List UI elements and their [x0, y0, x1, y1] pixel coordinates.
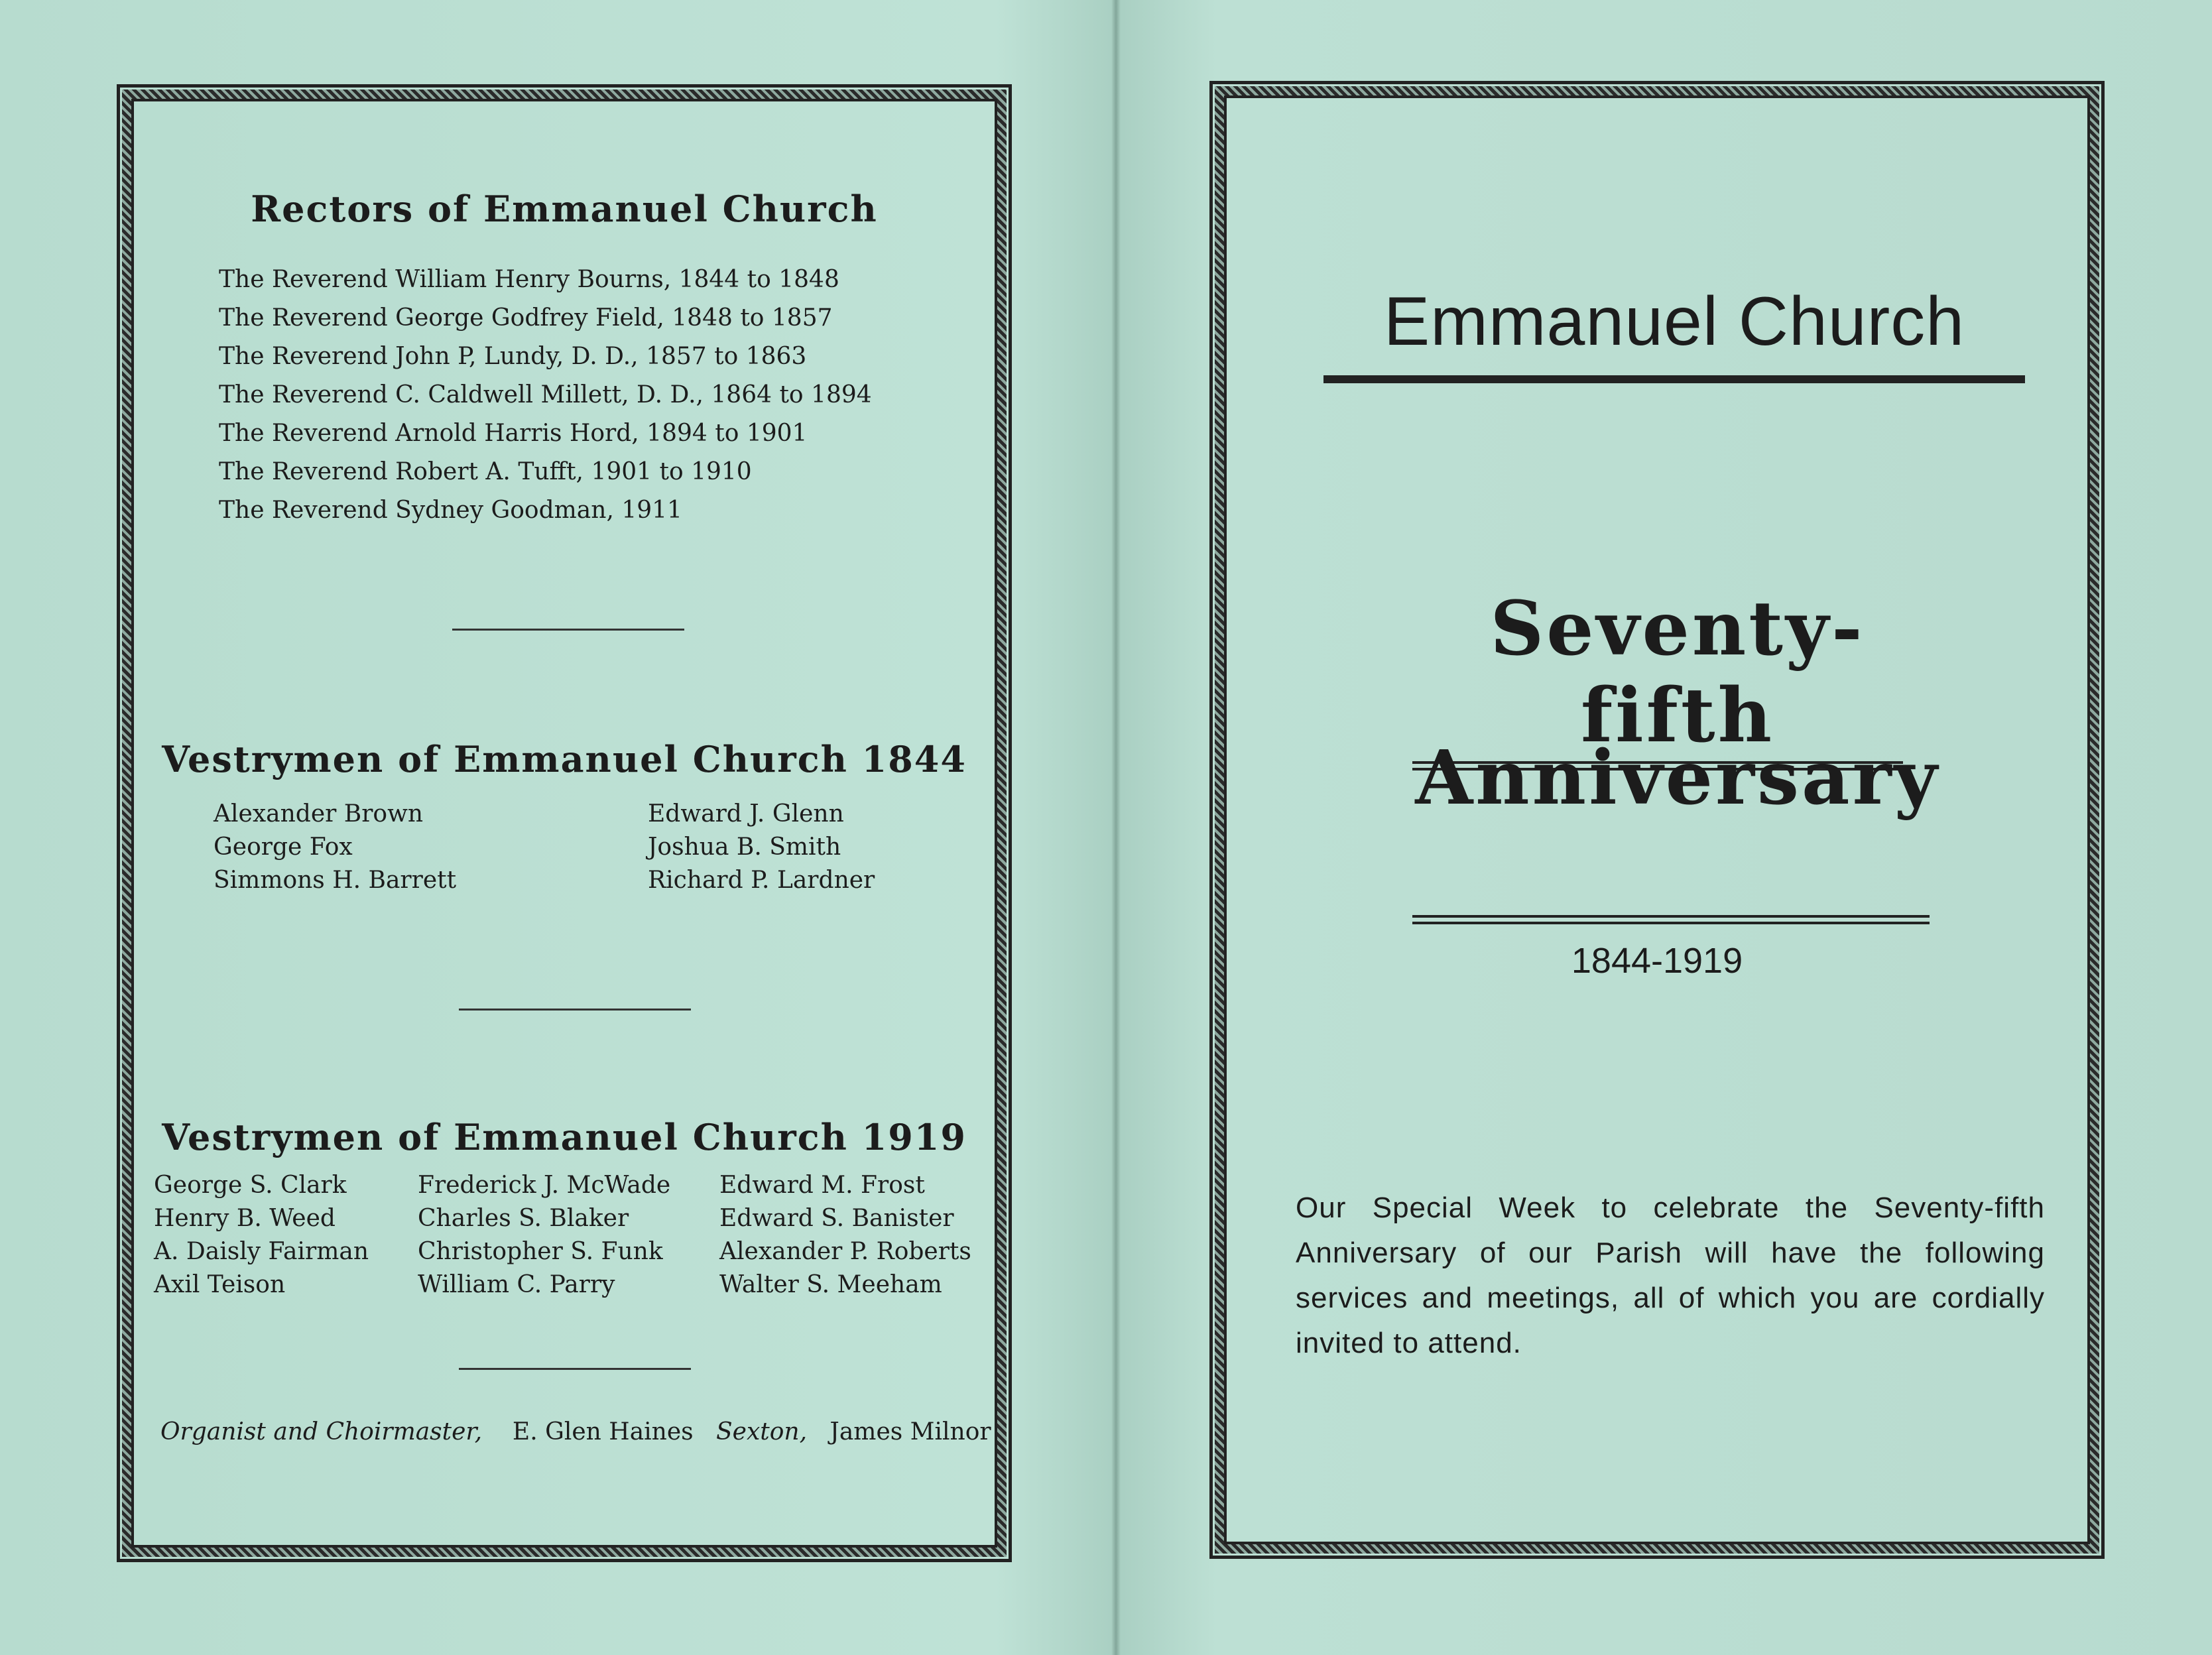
vestryman-name: Axil Teison	[154, 1271, 286, 1298]
anniversary-years: 1844-1919	[1571, 941, 1743, 981]
rectors-heading: Rectors of Emmanuel Church	[251, 188, 878, 230]
sexton-title: Sexton,	[716, 1418, 808, 1445]
title-underline	[1323, 375, 2025, 383]
church-title: Emmanuel Church	[1383, 283, 1965, 360]
organist-name: E. Glen Haines	[512, 1418, 694, 1445]
rectors-list	[219, 261, 872, 530]
vestryman-name: Henry B. Weed	[154, 1205, 336, 1232]
section-divider	[452, 629, 684, 631]
staff-line	[160, 1418, 991, 1445]
anniversary-line-1: Seventy-fifth	[1490, 585, 1865, 759]
double-rule	[1412, 915, 1930, 924]
vestryman-name: A. Daisly Fairman	[154, 1238, 369, 1265]
anniversary-line-2: Anniversary	[1415, 735, 1940, 822]
vestryman-name: Alexander Brown	[214, 800, 424, 828]
invitation-text: Our Special Week to celebrate the Seventy-fifth Anniversary of our Parish will have the following services and meetings, all of which you are cordially invited to attend.	[1296, 1192, 2045, 1359]
vestry-1844-heading: Vestrymen of Emmanuel Church 1844	[162, 738, 967, 780]
vestryman-name: Walter S. Meeham	[719, 1271, 942, 1298]
vestry-1919-heading: Vestrymen of Emmanuel Church 1919	[162, 1116, 967, 1158]
rector-item: The Reverend George Godfrey Field, 1848 to 1857	[219, 304, 833, 332]
center-fold	[1111, 0, 1121, 1655]
vestry-1844-names	[214, 798, 913, 897]
section-divider	[459, 1009, 691, 1011]
vestryman-name: William C. Parry	[418, 1271, 615, 1298]
rector-item: The Reverend Robert A. Tufft, 1901 to 1910	[219, 458, 752, 485]
rector-item: The Reverend Sydney Goodman, 1911	[219, 497, 682, 524]
vestryman-name: Alexander P. Roberts	[719, 1238, 971, 1265]
vestryman-name: George S. Clark	[154, 1172, 347, 1199]
rector-item: The Reverend John P, Lundy, D. D., 1857 to 1863	[219, 343, 807, 370]
vestryman-name: Simmons H. Barrett	[214, 867, 457, 894]
rector-item: The Reverend Arnold Harris Hord, 1894 to 1901	[219, 420, 808, 447]
vestryman-name: George Fox	[214, 833, 353, 861]
vestryman-name: Edward J. Glenn	[648, 800, 844, 828]
section-divider	[459, 1368, 691, 1370]
vestry-1919-names	[154, 1169, 998, 1302]
organist-title: Organist and Choirmaster,	[160, 1418, 483, 1445]
vestryman-name: Joshua B. Smith	[648, 833, 841, 861]
vestryman-name: Christopher S. Funk	[418, 1238, 663, 1265]
vestryman-name: Edward S. Banister	[719, 1205, 954, 1232]
vestryman-name: Charles S. Blaker	[418, 1205, 629, 1232]
sexton-name: James Milnor	[830, 1418, 991, 1445]
right-page-border	[1215, 86, 2099, 1554]
vestryman-name: Edward M. Frost	[719, 1172, 925, 1199]
rector-item: The Reverend C. Caldwell Millett, D. D., 1864 to 1894	[219, 381, 872, 408]
vestryman-name: Frederick J. McWade	[418, 1172, 671, 1199]
rector-item: The Reverend William Henry Bourns, 1844 to 1848	[219, 266, 839, 293]
left-page-border	[122, 90, 1007, 1557]
vestryman-name: Richard P. Lardner	[648, 867, 875, 894]
